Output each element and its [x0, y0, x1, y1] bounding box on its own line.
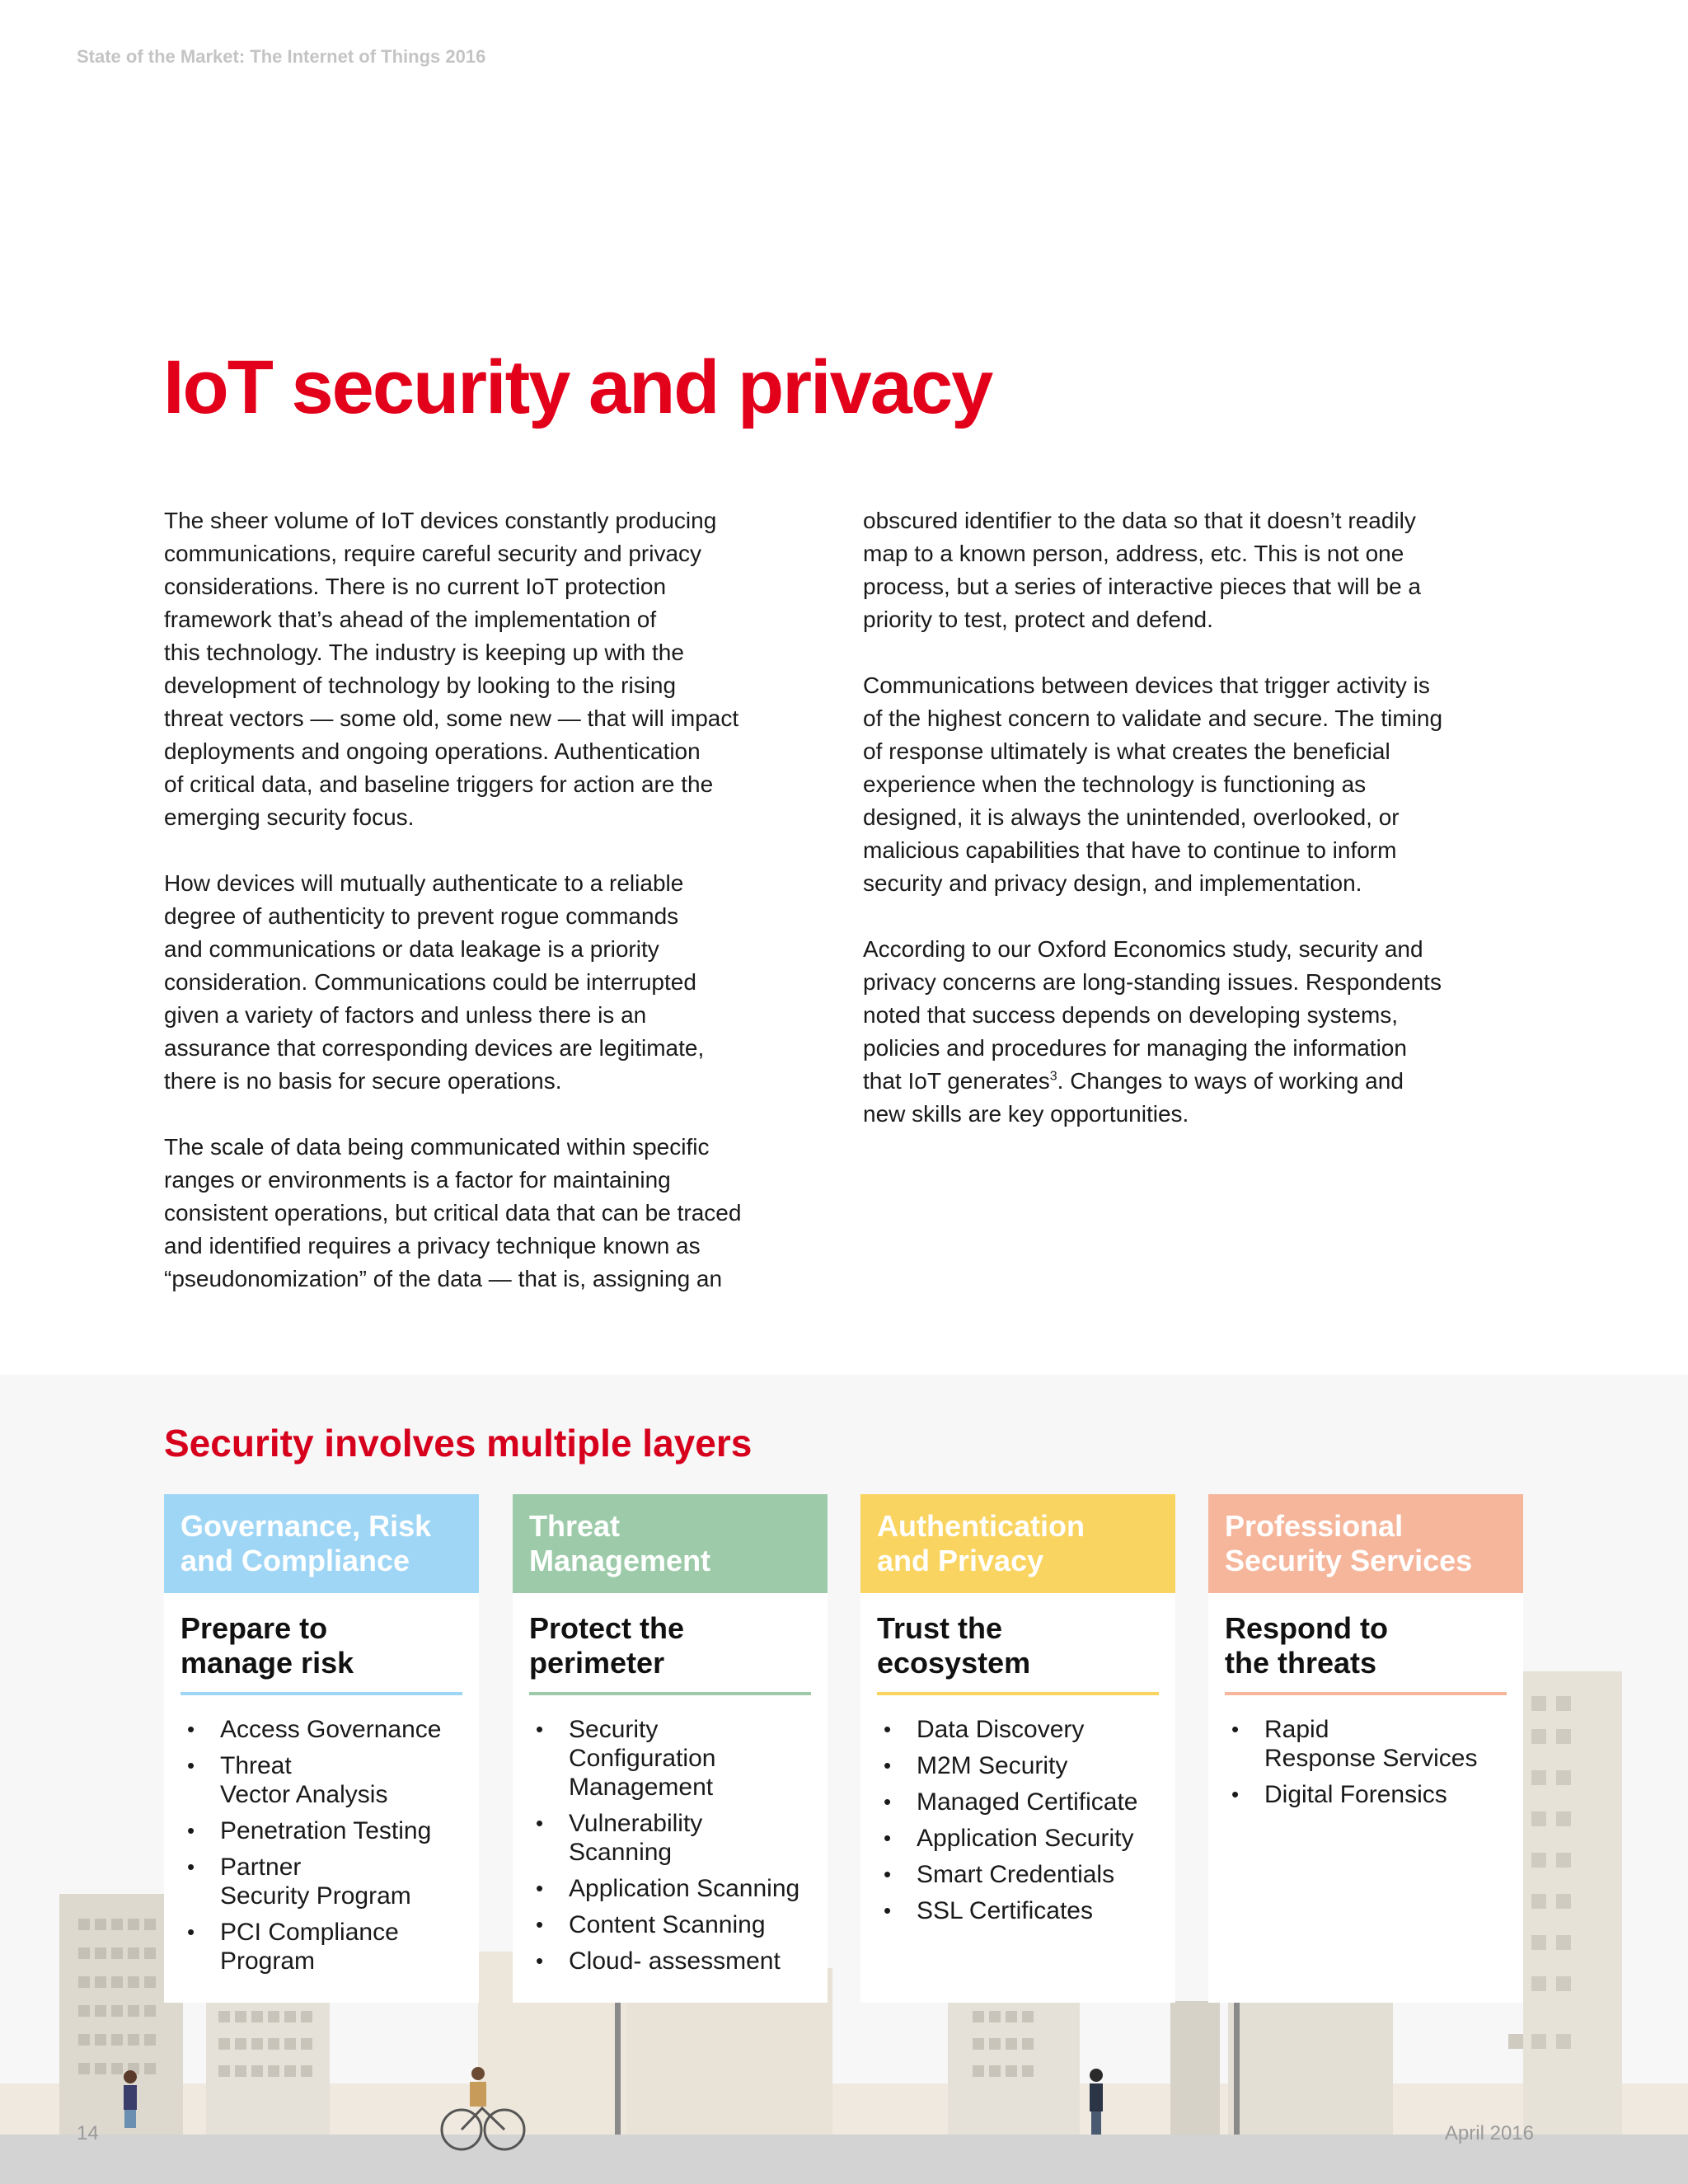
card-list [860, 1695, 1175, 1925]
list-item: • Managed Certificate [884, 1788, 1159, 1816]
layer-card-professional-services [1208, 1494, 1523, 2003]
publication-date: April 2016 [1444, 2122, 1534, 2144]
list-item: • Data Discovery [884, 1715, 1159, 1744]
list-item: • SSL Certificates [884, 1896, 1159, 1925]
card-heading: Professional Security Services [1208, 1494, 1523, 1593]
card-subtitle: Respond to the threats [1225, 1593, 1507, 1695]
article-right-column [863, 504, 1522, 1164]
running-title: State of the Market: The Internet of Things 2016 [77, 46, 486, 67]
article-paragraph: How devices will mutually authenticate to a reliable degree of authenticity to prevent rogue commands and communications or data leakage is a priority consideration. Communications could be interrupted given a variety of factors and unless there is an assurance that corresponding devices are legitimate, there is no basis for secure operations. [164, 870, 705, 1094]
layers-section-title: Security involves multiple layers [164, 1422, 753, 1465]
list-item: • Penetration Testing [187, 1816, 462, 1845]
list-item: • Access Governance [187, 1715, 462, 1744]
list-item: • Threat Vector Analysis [187, 1751, 462, 1809]
list-item: • M2M Security [884, 1751, 1159, 1780]
article-paragraph: Communications between devices that trigger activity is of the highest concern to validate and secure. The timing of response ultimately is what creates the beneficial experience when the technology is functioning as designed, it is always the unintended, overlooked, or malicious capabilities that have to continue to inform security and privacy design, and implementation. [863, 673, 1443, 896]
list-item: • PCI Compliance Program [187, 1918, 462, 1975]
card-list [1208, 1695, 1523, 1809]
card-heading: Authentication and Privacy [860, 1494, 1175, 1593]
list-item: • Security Configuration Management [536, 1715, 811, 1802]
card-subtitle: Prepare to manage risk [181, 1593, 462, 1695]
card-list [164, 1695, 479, 1975]
paragraph-text: . Changes to ways of working and new skills are key opportunities. [863, 1068, 1404, 1127]
footnote-ref: 3 [1049, 1069, 1057, 1084]
card-subtitle: Protect the perimeter [529, 1593, 811, 1695]
card-subtitle: Trust the ecosystem [877, 1593, 1159, 1695]
article-paragraph: The sheer volume of IoT devices constantly producing communications, require careful security and privacy considerations. There is no current IoT protection framework that’s ahead of the implementation of this technology. The industry is keeping up with the development of technology by looking to the rising threat vectors — some old, some new — that will impact deployments and ongoing operations. Authentication of critical data, and baseline triggers for action are the emerging security focus. [164, 508, 739, 830]
list-item: • Vulnerability Scanning [536, 1809, 811, 1867]
list-item: • Application Security [884, 1824, 1159, 1853]
article-paragraph: The scale of data being communicated within specific ranges or environments is a factor for maintaining consistent operations, but critical data that can be traced and identified requires a privacy technique known as “pseudonomization” of the data — that is, assigning an [164, 1134, 742, 1291]
list-item: • Cloud- assessment [536, 1947, 811, 1975]
article-left-column [164, 504, 823, 1329]
list-item: • Rapid Response Services [1231, 1715, 1507, 1773]
page-number: 14 [77, 2122, 99, 2144]
article-paragraph: obscured identifier to the data so that it doesn’t readily map to a known person, address, etc. This is not one process, but a series of interactive pieces that will be a priority to test, protect and defend. [863, 508, 1422, 632]
article-paragraph-with-footnote [863, 933, 1522, 1131]
list-item: • Application Scanning [536, 1874, 811, 1903]
list-item: • Smart Credentials [884, 1860, 1159, 1889]
layer-card-threat-management [513, 1494, 828, 2003]
list-item: • Digital Forensics [1231, 1780, 1507, 1809]
list-item: • Partner Security Program [187, 1853, 462, 1910]
page-title: IoT security and privacy [163, 345, 992, 429]
layer-card-governance [164, 1494, 479, 2003]
card-list [513, 1695, 828, 1975]
layer-card-authentication [860, 1494, 1175, 2003]
card-heading: Threat Management [513, 1494, 828, 1593]
paragraph-text: According to our Oxford Economics study, security and privacy concerns are long-standing issues. Respondents noted that success depends on developing systems, policies and procedures for managing the information that IoT generates [863, 936, 1442, 1094]
list-item: • Content Scanning [536, 1910, 811, 1939]
card-heading: Governance, Risk and Compliance [164, 1494, 479, 1593]
